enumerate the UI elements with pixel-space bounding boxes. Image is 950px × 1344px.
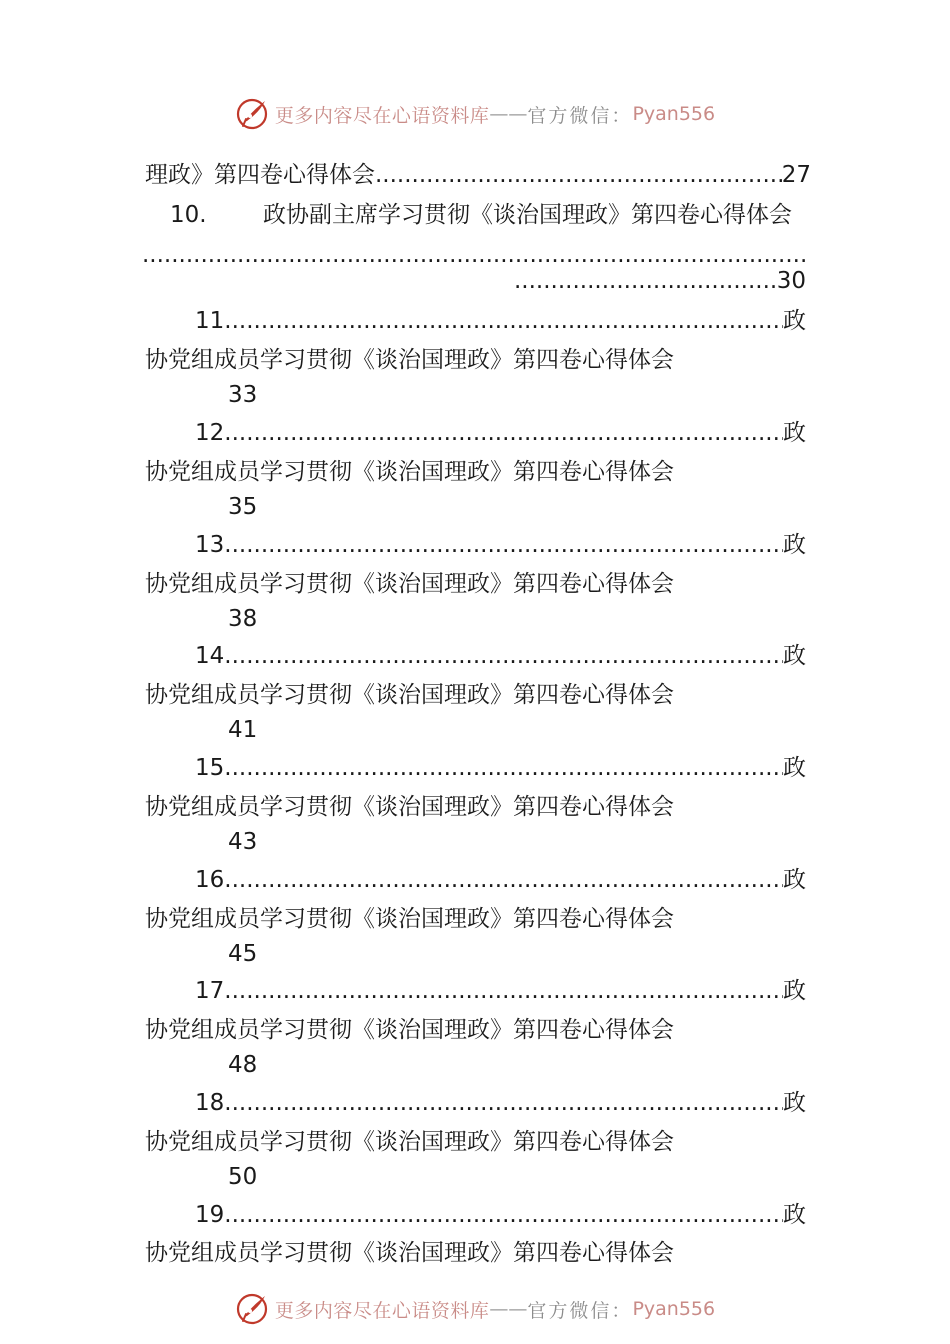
toc-entry-number: 19 (195, 1202, 225, 1228)
toc-entry-lead: 政 (783, 1090, 806, 1116)
toc-entry-number: 16 (195, 867, 225, 893)
dot-leader (224, 865, 783, 895)
toc-entry-12[interactable] (195, 418, 806, 448)
dot-leader (224, 306, 783, 336)
watermark-brand: 更多内容尽在心语资料库 (274, 1299, 490, 1322)
toc-entry-lead: 政 (783, 308, 806, 334)
toc-entry-title: 协党组成员学习贯彻《谈治国理政》第四卷心得体会 (145, 794, 674, 820)
toc-entry-10-title[interactable]: 政协副主席学习贯彻《谈治国理政》第四卷心得体会 (263, 202, 792, 228)
toc-entry-page: 41 (228, 717, 258, 743)
toc-entry-number: 15 (195, 755, 225, 781)
toc-entry-title: 协党组成员学习贯彻《谈治国理政》第四卷心得体会 (145, 906, 674, 932)
dot-leader (224, 1088, 783, 1118)
toc-entry-page: 38 (228, 606, 258, 632)
toc-entry-title: 协党组成员学习贯彻《谈治国理政》第四卷心得体会 (145, 459, 674, 485)
toc-entry-14[interactable] (195, 641, 806, 671)
toc-entry-lead: 政 (783, 978, 806, 1004)
toc-entry-17[interactable] (195, 976, 806, 1006)
toc-entry-text: 理政》第四卷心得体会 (145, 162, 375, 188)
watermark-official: 官方微信： (527, 1299, 633, 1322)
quill-logo-icon (235, 1292, 269, 1326)
toc-entry-title: 协党组成员学习贯彻《谈治国理政》第四卷心得体会 (145, 571, 674, 597)
toc-entry-lead: 政 (783, 867, 806, 893)
quill-logo-icon (235, 97, 269, 131)
toc-entry-number: 12 (195, 420, 225, 446)
toc-entry-number: 13 (195, 532, 225, 558)
toc-entry-lead: 政 (783, 1202, 806, 1228)
toc-entry-page: 45 (228, 941, 258, 967)
dot-leader (224, 753, 783, 783)
watermark-official: 官方微信： (527, 104, 633, 127)
toc-entry-page: 27 (781, 162, 811, 188)
toc-entry-title: 协党组成员学习贯彻《谈治国理政》第四卷心得体会 (145, 347, 674, 373)
dot-leader (224, 418, 783, 448)
toc-entry-15[interactable] (195, 753, 806, 783)
dot-leader (224, 1200, 783, 1230)
toc-entry-page: 48 (228, 1052, 258, 1078)
toc-entry-page: 50 (228, 1164, 258, 1190)
watermark-separator: —— (489, 103, 528, 125)
toc-entry-10-page-line (514, 266, 806, 296)
toc-entry-number: 14 (195, 643, 225, 669)
toc-entry-9-tail[interactable] (145, 160, 811, 190)
watermark-id: Pyan556 (632, 103, 716, 125)
toc-entry-10-number: 10. (170, 202, 207, 228)
watermark-brand: 更多内容尽在心语资料库 (274, 104, 490, 127)
toc-entry-11[interactable] (195, 306, 806, 336)
toc-entry-page: 43 (228, 829, 258, 855)
toc-entry-number: 18 (195, 1090, 225, 1116)
toc-entry-page: 35 (228, 494, 258, 520)
dot-leader (224, 530, 783, 560)
header-watermark (0, 94, 950, 134)
footer-watermark (0, 1289, 950, 1329)
dot-leader (375, 160, 782, 190)
toc-entry-lead: 政 (783, 643, 806, 669)
watermark-separator: —— (489, 1298, 528, 1320)
toc-entry-18[interactable] (195, 1088, 806, 1118)
toc-entry-16[interactable] (195, 865, 806, 895)
dot-leader (224, 641, 783, 671)
toc-entry-number: 11 (195, 308, 225, 334)
toc-entry-title: 协党组成员学习贯彻《谈治国理政》第四卷心得体会 (145, 1240, 674, 1266)
toc-entry-title: 协党组成员学习贯彻《谈治国理政》第四卷心得体会 (145, 1129, 674, 1155)
toc-entry-title: 协党组成员学习贯彻《谈治国理政》第四卷心得体会 (145, 1017, 674, 1043)
toc-entry-13[interactable] (195, 530, 806, 560)
toc-entry-lead: 政 (783, 755, 806, 781)
toc-entry-page: 30 (776, 268, 806, 294)
toc-entry-number: 17 (195, 978, 225, 1004)
dot-leader (514, 266, 777, 296)
toc-entry-lead: 政 (783, 532, 806, 558)
toc-entry-lead: 政 (783, 420, 806, 446)
toc-entry-title: 协党组成员学习贯彻《谈治国理政》第四卷心得体会 (145, 682, 674, 708)
dot-leader (224, 976, 783, 1006)
toc-entry-19[interactable] (195, 1200, 806, 1230)
toc-entry-page: 33 (228, 382, 258, 408)
watermark-id: Pyan556 (632, 1298, 716, 1320)
